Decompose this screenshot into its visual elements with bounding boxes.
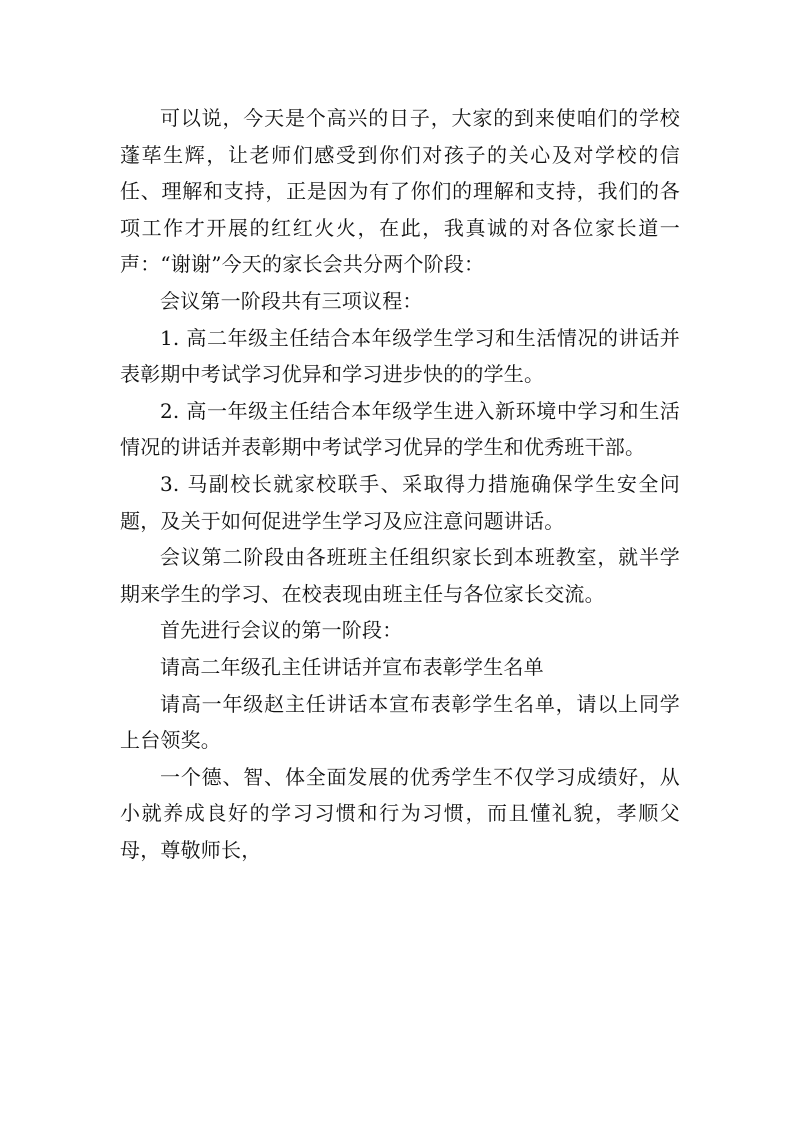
- paragraph-begin-stage-one: 首先进行会议的第一阶段：: [160, 618, 403, 643]
- paragraph-stage-two: 会议第二阶段由各班班主任组织家长到本班教室，就半学期来学生的学习、在校表现由班主任与各位家长交流。: [120, 545, 680, 606]
- paragraph-stage-one-intro: 会议第一阶段共有三项议程：: [160, 288, 423, 313]
- paragraph-agenda-item-3: 3. 马副校长就家校联手、采取得力措施确保学生安全问题，及关于如何促进学生学习及应注意问题讲话。: [120, 471, 680, 533]
- paragraph-invite-director-zhao: 请高一年级赵主任讲话本宣布表彰学生名单，请以上同学上台领奖。: [120, 691, 680, 753]
- document-body: [120, 100, 680, 868]
- paragraph-invite-director-kong: 请高二年级孔主任讲话并宣布表彰学生名单: [160, 654, 544, 679]
- paragraph-agenda-item-1: 1. 高二年级主任结合本年级学生学习和生活情况的讲话并表彰期中考试学习优异和学习进步快的的学生。: [120, 325, 680, 387]
- paragraph-excellent-student: 一个德、智、体全面发展的优秀学生不仅学习成绩好，从小就养成良好的学习习惯和行为习惯，而且懂礼貌，孝顺父母，尊敬师长，: [120, 764, 680, 862]
- paragraph-opening-remarks: 可以说，今天是个高兴的日子，大家的到来使咱们的学校蓬荜生辉，让老师们感受到你们对孩子的关心及对学校的信任、理解和支持，正是因为有了你们的理解和支持，我们的各项工作才开展的红红火火，在此，我真诚的对各位家长道一声：“谢谢”今天的家长会共分两个阶段：: [120, 106, 680, 277]
- paragraph-agenda-item-2: 2. 高一年级主任结合本年级学生进入新环境中学习和生活情况的讲话并表彰期中考试学习优异的学生和优秀班干部。: [120, 398, 680, 460]
